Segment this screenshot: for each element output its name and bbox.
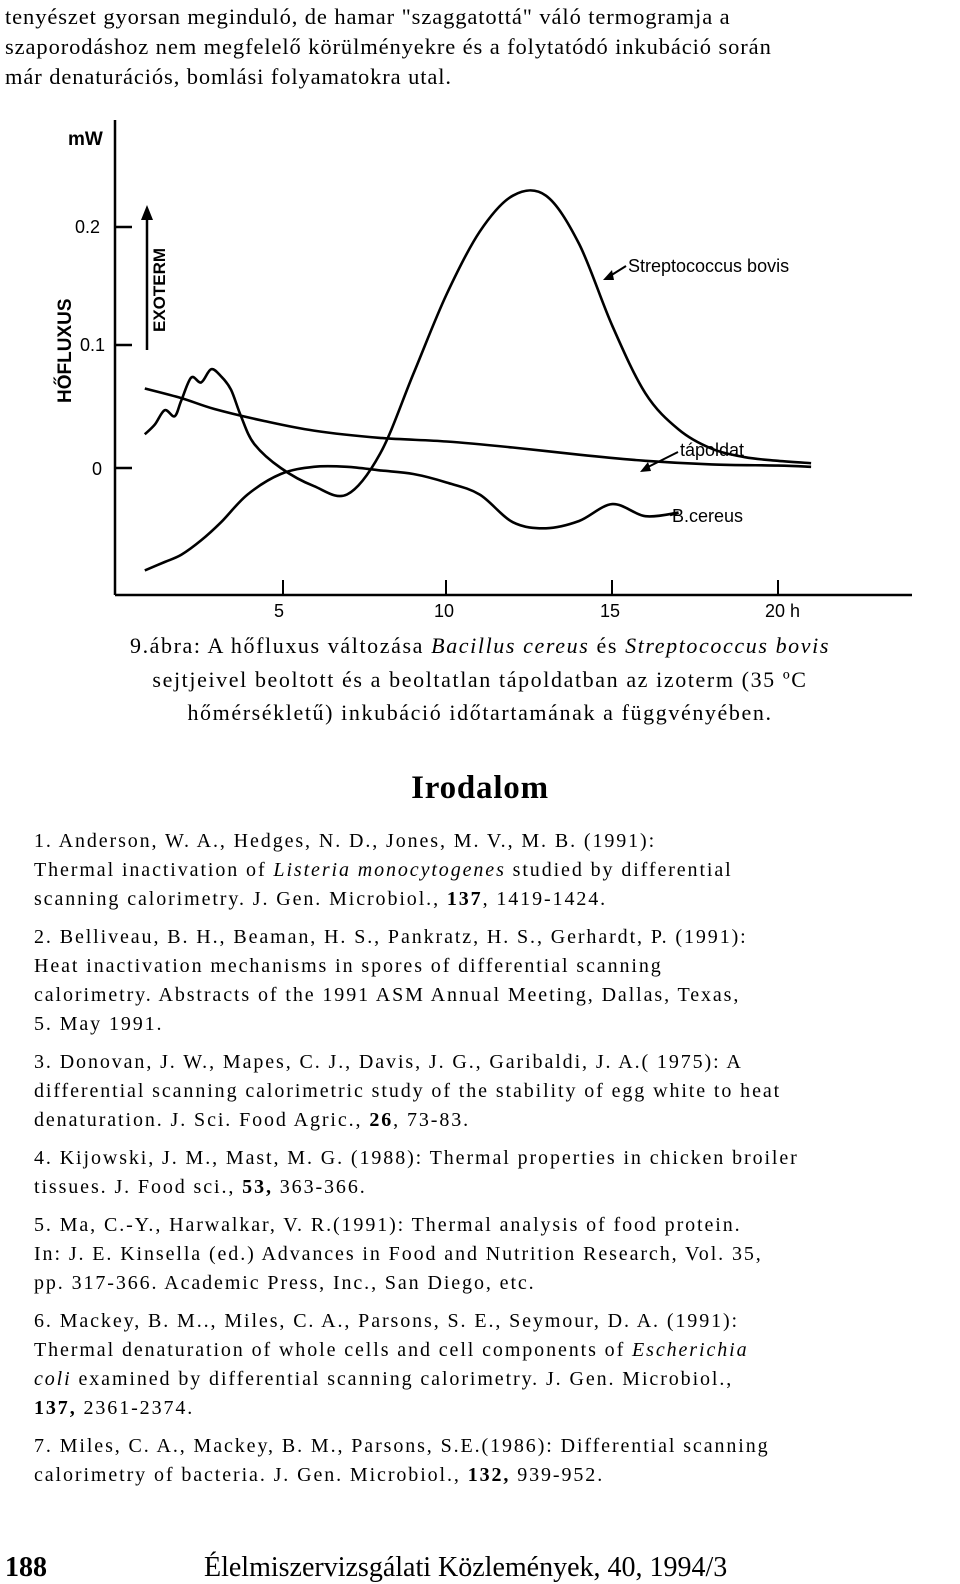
figure-caption-line: hőmérsékletű) inkubáció időtartamának a függvényében. [187,700,773,725]
y-tick-label: 0 [92,459,103,479]
reference-line [34,1336,954,1365]
x-tick-label: 10 [434,601,455,621]
reference-line [34,1106,954,1135]
reference-line [34,827,954,856]
y-axis-label: HŐFLUXUS [55,298,76,403]
broth-label: tápoldat [680,440,745,460]
reference-text: , 73-83. [393,1109,471,1131]
reference-bold: 137 [446,888,483,910]
reference-bold: 26 [369,1109,394,1131]
reference-line [34,1461,954,1490]
broth-pointer-head [640,462,651,472]
reference-line [34,1211,954,1240]
intro-line: szaporodáshoz nem megfelelő körülményekre és a folytatódó inkubáció során [5,34,772,59]
reference-text: calorimetry of bacteria. J. Gen. Microbiol., [34,1464,468,1486]
reference-bold: 137, [34,1397,77,1419]
reference-bold: 53, [242,1176,273,1198]
caption-species: Bacillus cereus [431,633,590,658]
reference-text: 4. Kijowski, J. M., Mast, M. G. (1988): Thermal properties in chicken broiler [34,1147,799,1169]
y-tick-label: 0.1 [80,335,106,355]
intro-line: tenyészet gyorsan meginduló, de hamar "szaggatottá" váló termogramja a [5,4,731,29]
caption-text: és [589,633,626,658]
reference-line [34,1269,954,1298]
reference-item [34,1048,954,1135]
reference-text: 5. May 1991. [34,1013,164,1035]
reference-line [34,1077,954,1106]
reference-text: studied by differential [505,859,733,881]
reference-line [34,885,954,914]
streptococcus-label: Streptococcus bovis [628,256,790,276]
reference-text: , 1419-1424. [482,888,608,910]
reference-line [34,1240,954,1269]
journal-footer: Élelmiszervizsgálati Közlemények, 40, 1994/3 [204,1552,728,1583]
x-tick-label: 15 [600,601,621,621]
reference-line [34,1010,954,1039]
reference-item [34,1211,954,1298]
streptococcus-pointer-head [603,270,614,280]
reference-text: 5. Ma, C.-Y., Harwalkar, V. R.(1991): Thermal analysis of food protein. [34,1214,742,1236]
y-unit-label: mW [68,129,103,150]
reference-text: 939-952. [510,1464,605,1486]
reference-line [34,856,954,885]
caption-text: 9.ábra: A hőfluxus változása [129,633,432,658]
reference-text: examined by differential scanning calorimetry. J. Gen. Microbiol., [71,1368,734,1390]
reference-line [34,923,954,952]
reference-text: 2. Belliveau, B. H., Beaman, H. S., Pankratz, H. S., Gerhardt, P. (1991): [34,926,748,948]
reference-line [34,1173,954,1202]
reference-text: calorimetry. Abstracts of the 1991 ASM Annual Meeting, Dallas, Texas, [34,984,741,1006]
reference-text: Thermal denaturation of whole cells and cell components of [34,1339,633,1361]
y-axis [54,120,169,595]
reference-line [34,1048,954,1077]
reference-text: tissues. J. Food sci., [34,1176,243,1198]
reference-text: scanning calorimetry. J. Gen. Microbiol., [34,888,447,910]
caption-species: Streptococcus bovis [625,633,831,658]
reference-line [34,952,954,981]
x-tick-label: 20 h [765,601,801,621]
reference-text: 6. Mackey, B. M.., Miles, C. A., Parsons, S. E., Seymour, D. A. (1991): [34,1310,740,1332]
reference-item [34,1307,954,1423]
thermogram-figure [0,100,960,625]
reference-line [34,1365,954,1394]
exoterm-arrow-head [141,205,153,220]
reference-item [34,1432,954,1490]
reference-text: 363-366. [272,1176,367,1198]
reference-bold: 132, [467,1464,511,1486]
reference-line [34,1432,954,1461]
reference-item [34,923,954,1039]
reference-item [34,827,954,914]
reference-text: 3. Donovan, J. W., Mapes, C. J., Davis, J. G., Garibaldi, J. A.( 1975): A [34,1051,743,1073]
reference-italic: Listeria monocytogenes [273,859,506,881]
x-tick-label: 5 [274,601,285,621]
reference-line [34,1144,954,1173]
reference-text: Heat inactivation mechanisms in spores of differential scanning [34,955,663,977]
reference-text: 1. Anderson, W. A., Hedges, N. D., Jones, M. V., M. B. (1991): [34,830,657,852]
references-heading: Irodalom [411,770,549,806]
cereus-curve [145,466,679,570]
page-number: 188 [5,1552,47,1583]
cereus-label: B.cereus [672,506,744,526]
intro-line: már denaturációs, bomlási folyamatokra utal. [5,64,452,89]
reference-italic: coli [34,1368,72,1390]
reference-text: pp. 317-366. Academic Press, Inc., San Diego, etc. [34,1272,536,1294]
reference-list [34,827,954,1499]
exoterm-label: EXOTERM [150,247,169,332]
figure-caption-line: sejtjeivel beoltott és a beoltatlan tápoldatban az izoterm (35 ºC [152,667,808,692]
intro-paragraph [5,2,955,92]
reference-italic: Escherichia [632,1339,749,1361]
reference-text: 7. Miles, C. A., Mackey, B. M., Parsons, S.E.(1986): Differential scanning [34,1435,770,1457]
y-tick-label: 0.2 [75,217,101,237]
reference-line [34,981,954,1010]
reference-text: denaturation. J. Sci. Food Agric., [34,1109,370,1131]
curve-annotations [603,256,789,526]
reference-text: Thermal inactivation of [34,859,274,881]
reference-text: 2361-2374. [76,1397,195,1419]
reference-text: differential scanning calorimetric study of the stability of egg white to heat [34,1080,782,1102]
reference-text: In: J. E. Kinsella (ed.) Advances in Food and Nutrition Research, Vol. 35, [34,1243,763,1265]
reference-line [34,1394,954,1423]
reference-line [34,1307,954,1336]
x-axis [115,580,912,621]
reference-item [34,1144,954,1202]
figure-caption-line [0,633,960,659]
